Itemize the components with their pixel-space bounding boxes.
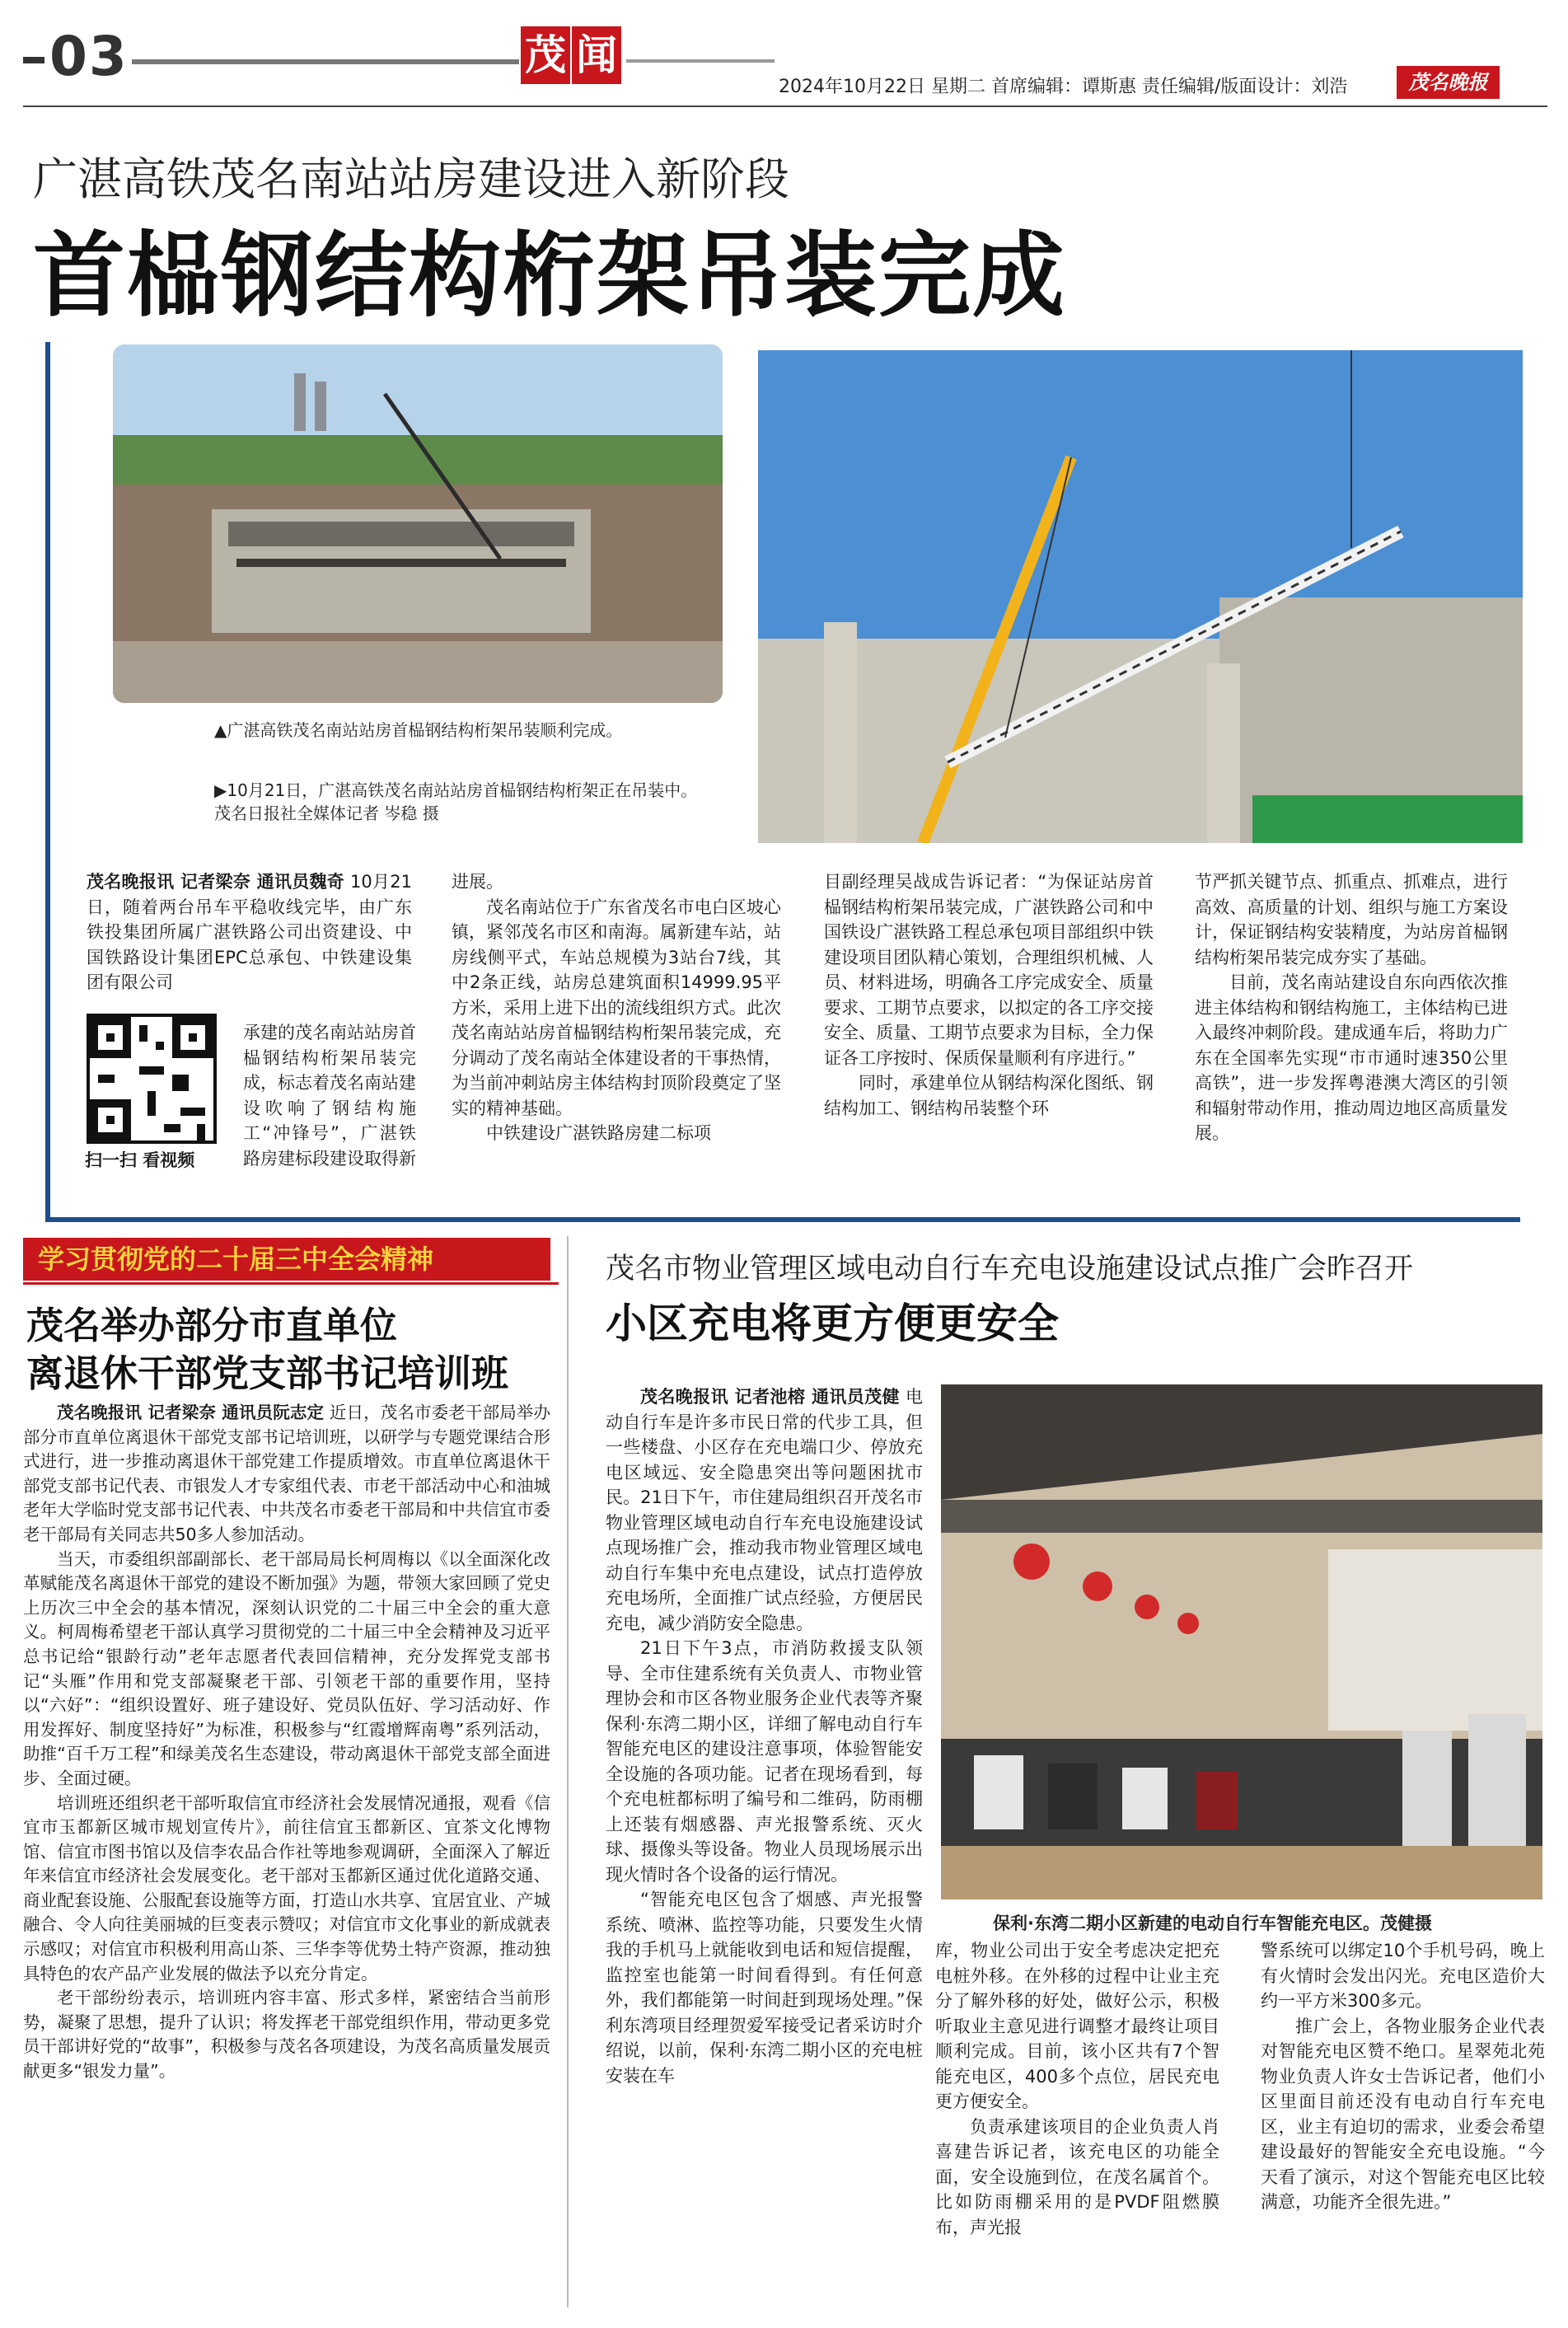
lead-subhead: 广湛高铁茂名南站站房建设进入新阶段 xyxy=(33,153,789,205)
lead-col1-text: 10月21日，随着两台吊车平稳收线完毕，由广东铁投集团所属广湛铁路公司出资建设、中国铁路设计集团EPC总承包、中铁建设集团有限公司 xyxy=(87,872,412,992)
photo-caption-lifting: ▶10月21日，广湛高铁茂名南站站房首榀钢结构桁架正在吊装中。茂名日报社全媒体记者 岑稳 摄 xyxy=(214,780,698,823)
lead-col4-p1: 节严抓关键节点、抓重点、抓难点，进行高效、高质量的计划、组织与施工方案设计，保证钢结构安装精度，为站房首榀钢结构桁架吊装完成夯实了基础。 xyxy=(1195,872,1508,967)
study-p4: 老干部纷纷表示，培训班内容丰富、形式多样，紧密结合当前形势，凝聚了思想，提升了认识；将发挥老干部党组织作用，带动更多党员干部讲好党的“故事”，积极参与茂名各项建设，为茂名高质量发展贡献更多“银发力量”。 xyxy=(23,1988,550,2082)
charging-c1-p3: “智能充电区包含了烟感、声光报警系统、喷淋、监控等功能，只要发生火情我的手机马上就能收到电话和短信提醒，监控室也能第一时间看得到。有任何意外，我们都能第一时间赶到现场处理。”保利东湾项目经理贺爱军接受记者采访时介绍说，以前，保利·东湾二期小区的充电桩安装在车 xyxy=(606,1890,923,2086)
lead-column-2 xyxy=(452,869,781,1146)
column-divider xyxy=(567,1236,569,2307)
photo-truss-lifting xyxy=(758,350,1523,843)
section-char-1: 茂 xyxy=(521,26,570,84)
photo-station-aerial xyxy=(113,344,723,703)
masthead-info: 2024年10月22日 星期二 首席编辑：谭斯惠 责任编辑/版面设计：刘浩 xyxy=(779,77,1348,97)
study-p1: 近日，茂名市委老干部局举办部分市直单位离退休干部党支部书记培训班，以研学与专题党课结合形式进行，进一步推动离退休干部党建工作提质增效。市直单位离退休干部党支部书记代表、市银发人才专家组代表、市老干部活动中心和油城老年大学临时党支部书记代表、中共茂名市委老干部局和中共信宜市委老干部局有关同志共50多人参加活动。 xyxy=(23,1403,550,1544)
lead-column-1 xyxy=(87,869,412,995)
header-divider xyxy=(23,105,1547,107)
photo-caption-aerial: ▲广湛高铁茂名南站站房首榀钢结构桁架吊装顺利完成。 xyxy=(214,720,623,740)
qr-label: 扫一扫 看视频 xyxy=(85,1150,195,1170)
study-title-line1: 茂名举办部分市直单位 xyxy=(26,1304,398,1347)
section-char-2: 闻 xyxy=(572,26,621,84)
page-number: 03 xyxy=(23,25,129,88)
charging-c3-p2: 推广会上，各物业服务企业代表对智能充电区赞不绝口。星翠苑北苑物业负责人许女士告诉记者，他们小区里面目前还没有电动自行车充电区，业主有迫切的需求，业委会希望建设最好的智能安全充电设施。“今天看了演示，对这个智能充电区比较满意，功能齐全很先进。” xyxy=(1261,2016,1545,2212)
charging-c1-p2: 21日下午3点，市消防救援支队领导、全市住建系统有关负责人、市物业管理协会和市区各物业服务企业代表等齐聚保利·东湾二期小区，详细了解电动自行车智能充电区的建设注意事项，体验智能安全设施的各项功能。记者在现场看到，每个充电桩都标明了编号和二维码，防雨棚上还装有烟感器、声光报警系统、灭火球、摄像头等设备。物业人员现场展示出现火情时各个设备的运行情况。 xyxy=(606,1638,923,1885)
lead-column-3 xyxy=(824,869,1154,1121)
charging-c3-p1: 警系统可以绑定10个手机号码，晚上有火情时会发出闪光。充电区造价大约一平方米300多元。 xyxy=(1261,1941,1545,2011)
lead-byline: 茂名晚报讯 记者梁奈 通讯员魏奇 xyxy=(87,872,345,892)
charging-byline: 茂名晚报讯 记者池榕 通讯员茂健 xyxy=(640,1387,900,1407)
study-banner: 学习贯彻党的二十届三中全会精神 xyxy=(23,1238,550,1281)
charging-c2-p2: 负责承建该项目的企业负责人肖喜建告诉记者，该充电区的功能全面，安全设施到位，在茂名属首个。比如防雨棚采用的是PVDF阻燃膜布，声光报 xyxy=(935,2116,1219,2237)
charging-column-2 xyxy=(935,1938,1219,2240)
lead-column-4 xyxy=(1195,869,1508,1146)
study-body xyxy=(23,1401,550,2084)
study-p3: 培训班还组织老干部听取信宜市经济社会发展情况通报，观看《信宜市玉都新区城市规划宣传片》，前往信宜玉都新区、宜茶文化博物馆、信宜市图书馆以及信李农品合作社等地参观调研，全面深入了解近年来信宜市经济社会发展变化。老干部对玉都新区通过优化道路交通、商业配套设施、公服配套设施等方面，打造山水共享、宜居宜业、产城融合、令人向往美丽城的巨变表示赞叹；对信宜市文化事业的新成就表示感叹；对信宜市积极利用高山茶、三华李等优势土特产资源，推动独具特色的农产品产业发展的做法予以充分肯定。 xyxy=(23,1792,550,1984)
study-byline: 茂名晚报讯 记者梁奈 通讯员阮志定 xyxy=(57,1403,325,1422)
lead-col4-p2: 目前，茂名南站建设自东向西依次推进主体结构和钢结构施工，主体结构已进入最终冲刺阶段。建成通车后，将助力广东在全国率先实现“市市通时速350公里高铁”，进一步发挥粤港澳大湾区的引领和辐射带动作用，推动周边地区高质量发展。 xyxy=(1195,972,1508,1143)
charging-photo-caption: 保利·东湾二期小区新建的电动自行车智能充电区。茂健摄 xyxy=(993,1913,1432,1933)
qr-code[interactable] xyxy=(87,1014,217,1144)
lead-col3-p1: 目副经理吴战成告诉记者：“为保证站房首榀钢结构桁架吊装完成，广湛铁路公司和中国铁设广湛铁路工程总承包项目部组织中铁建设项目团队精心策划，合理组织机械、人员、材料进场，明确各工序完成安全、质量要求、工期节点要求，以拟定的各工序交接安全、质量、工期节点要求为目标，全力保证各工序按时、保质保量顺利有序进行。” xyxy=(824,872,1154,1068)
lead-col3-p2: 同时，承建单位从钢结构深化图纸、钢结构加工、钢结构吊装整个环 xyxy=(824,1073,1154,1118)
study-title-line2: 离退休干部党支部书记培训班 xyxy=(26,1351,509,1395)
photo-charging-area xyxy=(941,1384,1542,1899)
charging-column-3 xyxy=(1261,1938,1545,2215)
charging-subhead: 茂名市物业管理区域电动自行车充电设施建设试点推广会昨召开 xyxy=(606,1253,1414,1286)
charging-column-1 xyxy=(606,1384,923,2088)
lead-col2-p2: 茂名南站位于广东省茂名市电白区坡心镇，紧邻茂名市区和南海。属新建车站，站房线侧平式，车站总规模为3站台7线，其中2条正线，站房总建筑面积14999.95平方米，采用上进下出的流线组织方式。此次茂名南站站房首榀钢结构桁架吊装完成，充分调动了茂名南站全体建设者的干事热情，为当前冲刺站房主体结构封顶阶段奠定了坚实的精神基础。 xyxy=(452,897,781,1118)
lead-headline: 首榀钢结构桁架吊装完成 xyxy=(33,222,1066,330)
charging-headline: 小区充电将更方便更安全 xyxy=(606,1300,1059,1347)
header-rule-2 xyxy=(626,59,775,63)
header-rule xyxy=(132,59,519,64)
study-p2: 当天，市委组织部副部长、老干部局局长柯周梅以《以全面深化改革赋能茂名离退休干部党的建设不断加强》为题，带领大家回顾了党史上历次三中全会的基本情况，深刻认识党的二十届三中全会的重大意义。柯周梅希望老干部认真学习贯彻党的二十届三中全会精神及习近平总书记给“银龄行动”老年志愿者代表回信精神，充分发挥党支部书记“头雁”作用和党支部凝聚老干部、引领老干部的重要作用，坚持以“六好”：“组织设置好、班子建设好、党员队伍好、学习活动好、作用发挥好、制度坚持好”为标准，积极参与“红霞增辉南粤”系列活动，助推“百千万工程”和绿美茂名生态建设，带动离退休干部党支部全面进步、全面过硬。 xyxy=(23,1548,550,1788)
masthead-logo: 茂名晚报 xyxy=(1397,66,1500,99)
charging-c1-p1: 电动自行车是许多市民日常的代步工具，但一些楼盘、小区存在充电端口少、停放充电区域远、安全隐患突出等问题困扰市民。21日下午，市住建局组织召开茂名市物业管理区域电动自行车充电设施建设试点现场推广会，推动我市物业管理区域电动自行车集中充电点建设，试点打造停放充电场所，全面推广试点经验，方便居民充电，减少消防安全隐患。 xyxy=(606,1387,923,1633)
study-rule xyxy=(23,1282,559,1285)
charging-c2-p1: 库，物业公司出于安全考虑决定把充电桩外移。在外移的过程中让业主充分了解外移的好处，做好公示，积极听取业主意见进行调整才最终让项目顺利完成。目前，该小区共有7个智能充电区，400多个点位，居民充电更方便安全。 xyxy=(935,1941,1219,2111)
lead-column-1b xyxy=(243,1020,416,1171)
lead-col2-p1: 进展。 xyxy=(452,872,503,892)
lead-col2-p3: 中铁建设广湛铁路房建二标项 xyxy=(486,1123,711,1143)
lead-col1b-text: 承建的茂名南站站房首榀钢结构桁架吊装完成，标志着茂名南站建设吹响了钢结构施工“冲锋号”，广湛铁路房建标段建设取得新 xyxy=(243,1023,416,1169)
